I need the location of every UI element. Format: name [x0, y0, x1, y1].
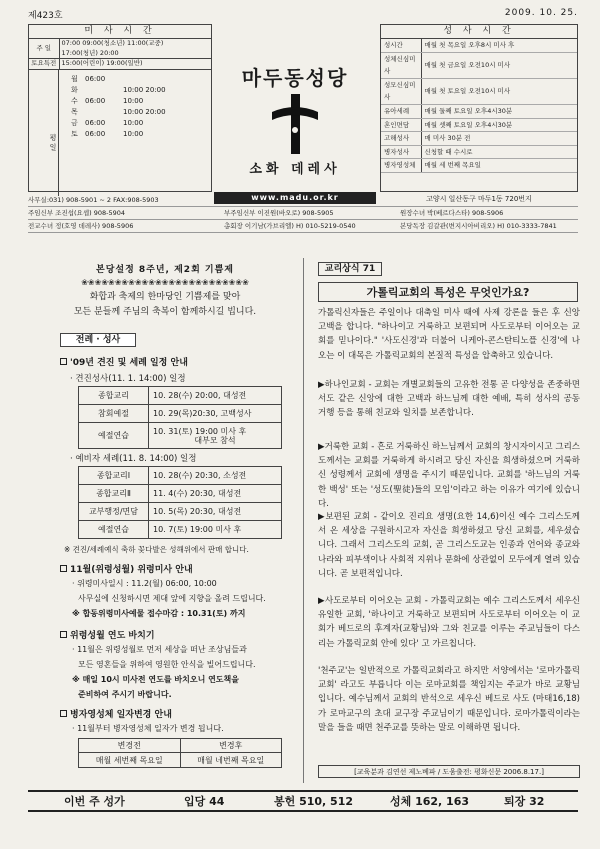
confirmation-schedule: [78, 386, 282, 449]
prayer-line: ※ 매일 10시 미사전 연도를 바치오니 연도책을: [72, 675, 239, 684]
sick-communion-info: · 11월부터 병자영성체 일자가 변경 됩니다.: [72, 724, 224, 733]
sacrament-row: 유아세례 매월 둘째 토요일 오후4시30분: [381, 104, 577, 118]
mass-value: 07:00 09:00(청소년) 11:00(교중): [61, 39, 164, 47]
weekday-row: 월 06:00: [71, 74, 106, 83]
square-bullet-icon: [60, 565, 67, 572]
contact-row: [28, 194, 578, 207]
table-row: 종합교리Ⅰ 10. 28(수) 20:30, 소성전: [79, 467, 282, 485]
contact-row: [28, 207, 578, 220]
sacrament-times-box: [380, 24, 578, 192]
confirmation-subtitle: · 견진성사(11. 1. 14:00) 일정: [70, 374, 186, 384]
mass-value: 17:00(청년) 20:00: [61, 48, 119, 57]
anniversary-line: 화합과 축제의 한마당인 기쁨제를 맞아: [89, 292, 241, 302]
catechism-question: 가톨릭교회의 특성은 무엇인가요?: [318, 282, 578, 302]
contact-row: [28, 220, 578, 233]
catechism-paragraph: 가톨릭신자들은 주일이나 대축일 미사 때에 사제 강론을 들은 후 신앙고백을 합니다. "하나이고 거룩하고 보편되며 사도로부터 이어오는 교회를 믿나이다." '사도신경'과 더불어 니케아-콘스탄티노플 신경'에 나오는 이 대목은 가톨릭교회의 본질적 특성을 압축하고 있습니다.: [318, 308, 580, 361]
weekday-row: 화 10:00 20:00: [71, 85, 166, 94]
sick-communion-title: 병자영성체 일자변경 안내: [60, 707, 172, 720]
table-row: 매월 세번째 목요일 매월 네번째 목요일: [79, 753, 282, 768]
mass-value: 15:00(어린이) 19:00(일반): [59, 59, 211, 70]
weekday-row: 토 06:00 10:00: [71, 129, 144, 138]
weekday-row: 금 06:00 10:00: [71, 118, 144, 127]
mass-times-table: [29, 39, 211, 70]
contact-entry: 전교수녀 정(호영 데레사) 908-5906: [28, 222, 134, 230]
square-bullet-icon: [60, 710, 67, 717]
sacrament-times-title: 성 사 시 간: [381, 25, 577, 39]
patron-name: 소화 데레사: [249, 162, 341, 177]
sacrament-row: 성체신심미사 매월 첫 금요일 오전10시 미사: [381, 52, 577, 78]
catechism-paragraph: ▶거룩한 교회 - 흔로 거룩하신 하느님께서 교회의 창시자이시고 그리스도께서는 교회를 거룩하게 하시려고 당신 자신을 희생하셨으며 거룩하신 성령께서 교회에 생명을 주시기 때문입니다. 교회를 '하느님의 거룩한 백성' 또는 '성도(聖徒)들의 모임'이라고 하는 이유가 여기에 있습니다.: [318, 442, 580, 509]
contact-entry: 부주임신부 이진원(바오로) 908-5905: [224, 209, 334, 217]
flower-border: ❀❀❀❀❀❀❀❀❀❀❀❀❀❀❀❀❀❀❀❀❀❀❀❀❀: [81, 278, 249, 287]
column-divider: [303, 258, 304, 783]
parish-address: 고양시 일산동구 마두1동 720번지: [426, 195, 532, 203]
confirmation-title: '09년 견진 및 세례 일정 안내: [60, 355, 188, 368]
catechism-label: 교리상식 71: [318, 262, 382, 276]
weekday-label: 평 일: [29, 70, 59, 196]
contact-entry: 원장수녀 박(베르다스타) 908-5906: [400, 209, 504, 217]
prayer-line: · 11월은 위령성월로 먼저 세상을 떠난 조상님들과: [72, 645, 247, 654]
mass-key: 주 일: [29, 39, 59, 59]
contact-block: [28, 194, 578, 233]
sacrament-row: 병자성사 신청할 때 수시로: [381, 145, 577, 159]
sacrament-row: 혼인면담 매월 셋째 토요일 오후4시30분: [381, 118, 577, 132]
weekday-list: [59, 70, 211, 196]
bouquet-note: ※ 견진/세례예식 축하 꽃다발은 성해위에서 판매 합니다.: [64, 545, 249, 554]
mass-times-title: 미 사 시 간: [29, 25, 211, 39]
catechism-paragraph: ▶보편된 교회 - 같이오 진리요 생명(요한 14,6)이신 예수 그리스도께서 온 세상을 구원하시고자 자신을 희생하셨고 당신 교회를, 세우셨습니다. 그래서 그리스도의 교회, 곧 그리스도교는 인종과 언어와 종교와 나라와 피부색이나 사회적 지위나 문화에 상관없이 모두에게 열려 있습니다. 곧 보편적입니다.: [318, 512, 580, 579]
weekday-block: [29, 70, 211, 196]
table-row: 교부행정/면담 10. 5(목) 20:30, 대성전: [79, 503, 282, 521]
baptism-schedule: [78, 466, 282, 539]
contact-entry: 본당독장 김갈관(변지시아비리오) H) 010-3333-7841: [400, 222, 557, 230]
sacrament-row: 성시간 매월 첫 목요일 오후8시 미사 후: [381, 39, 577, 52]
sacrament-table: [381, 39, 577, 173]
hymn-label: 이번 주 성가: [64, 795, 125, 808]
anniversary-line: 모든 분들께 주님의 축복이 함께하시길 빕니다.: [73, 307, 257, 317]
catechism-paragraph: ▶하나인교회 - 교회는 개별교회들의 고유한 전통 곧 다양성을 존중하면서도 같은 신앙에 대한 고백과 하느님께 대한 예배, 특히 성사의 공동 거행 등을 통해 친교와 일치를 보존합니다.: [318, 380, 580, 419]
contact-entry: 주임신부 조진섭(요셉) 908-5904: [28, 209, 126, 217]
baptism-subtitle: · 예비자 세례(11. 8. 14:00) 일정: [70, 454, 197, 464]
website-url[interactable]: www.madu.or.kr: [214, 192, 376, 204]
hymn-entrance: 입당 44: [184, 795, 225, 808]
parish-name: 마두동성당: [241, 66, 349, 90]
mass-key: 토요특전: [29, 59, 59, 70]
sacrament-row: 고해성사 매 미사 30분 전: [381, 132, 577, 146]
prayer-line: 모든 영혼들을 위하여 영원한 안식을 빌어드립니다.: [78, 660, 256, 669]
anniversary-block: [60, 262, 270, 320]
sacrament-row: 병자영성체 매월 세 번째 목요일: [381, 159, 577, 173]
issue-date: 2009. 10. 25.: [504, 8, 578, 18]
parish-logo-block: [214, 24, 376, 192]
issue-number: 제423호: [28, 11, 63, 21]
square-bullet-icon: [60, 358, 67, 365]
prayer-title: 위령성월 연도 바치기: [60, 628, 155, 641]
prayer-line: 준비하여 주시기 바랍니다.: [78, 690, 172, 699]
sacrament-row: 성모신심미사 매월 첫 토요일 오전10시 미사: [381, 78, 577, 104]
table-row: 종합교리 10. 28(수) 20:00, 대성전: [79, 387, 282, 405]
liturgy-section-header: 전례 · 성사: [60, 333, 136, 347]
catechism-source: [교육분과 김연선 제노베파 / 도움출전: 평화신문 2006.8.17.]: [318, 765, 580, 778]
memorial-mass-time: · 위령미사일시 : 11.2(월) 06:00, 10:00: [72, 579, 217, 588]
anniversary-title: 본당설정 8주년, 제2회 기쁨제: [96, 265, 234, 275]
table-row: 참회예절 10. 29(목)20:30, 고백성사: [79, 405, 282, 423]
top-line: [28, 8, 578, 22]
mass-times-box: [28, 24, 212, 192]
table-row: 예절연습 10. 7(토) 19:00 미사 후: [79, 521, 282, 539]
memorial-mass-title: 11월(위령성월) 위령미사 안내: [60, 562, 193, 575]
hymn-recessional: 퇴장 32: [504, 795, 545, 808]
catechism-paragraph: '천주교'는 일반적으로 가톨릭교회라고 하지만 서양에서는 '로마가톨릭교회' 라고도 부릅니다 이는 로마교회를 책임지는 주교가 바로 교황님입니다. 예수님께서 교회의 반석으로 세우신 베드로 사도 (마태16,18)가 로마교구의 초대 교구장 주교님이기 때문입니다. 로마가톨릭이라는 말을 들을 때면 천주교를 뜻하는 말로 이해하면 됩니다.: [318, 666, 580, 733]
table-row: 종합교리Ⅱ 11. 4(수) 20:30, 대성전: [79, 485, 282, 503]
office-phone: 사무실:031) 908-5901 ~ 2 FAX:908-5903: [28, 196, 159, 204]
weekday-row: 수 06:00 10:00: [71, 96, 144, 105]
weekday-row: 목 10:00 20:00: [71, 107, 166, 116]
cross-icon: [270, 92, 320, 156]
catechism-paragraph: ▶사도로부터 이어오는 교회 - 가톨릭교회는 예수 그리스도께서 세우신 유일한 교회, '하나이고 거룩하고 보편되며 사도로부터 이어오는 이 교회가 베드로의 후계자(교황님)와 그와 친교를 이루는 주교님들이 다스리는 가톨릭교회 안에 있다' 고 가르칩니다.: [318, 596, 580, 649]
table-row: 예절연습 10. 31(토) 19:00 미사 후 대부모 참석: [79, 423, 282, 449]
hymn-footer: [28, 790, 578, 812]
sick-communion-table: [78, 738, 282, 768]
hymn-communion: 성체 162, 163: [390, 795, 470, 808]
hymn-offertory: 봉헌 510, 512: [274, 795, 354, 808]
memorial-mass-deadline: ※ 합동위령미사예물 접수마감 : 10.31(토) 까지: [72, 609, 246, 618]
memorial-mass-info: 사무실에 신청하시면 제대 앞에 지향을 올려 드립니다.: [78, 594, 266, 603]
square-bullet-icon: [60, 631, 67, 638]
table-row: 변경전 변경후: [79, 739, 282, 753]
contact-entry: 총회장 이기남(가브리엘) H) 010-5219-0540: [224, 222, 356, 230]
